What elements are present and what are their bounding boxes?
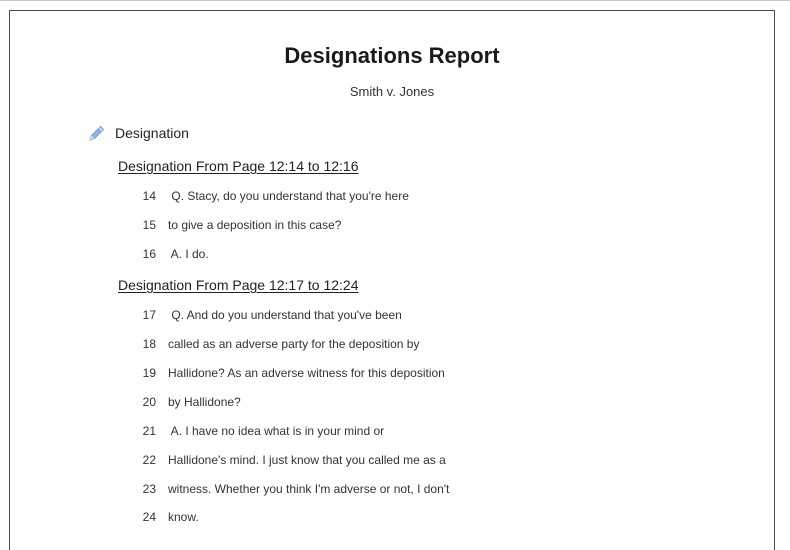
- line-number: 16: [142, 247, 156, 261]
- transcript-line: [140, 393, 241, 411]
- designation-section-header: [87, 123, 189, 143]
- line-number: 14: [142, 189, 156, 203]
- transcript-line: [140, 364, 445, 382]
- line-text: Q. And do you understand that you've been: [168, 308, 402, 322]
- transcript-line: [140, 245, 209, 263]
- report-title: Designations Report: [284, 43, 500, 68]
- line-number: 20: [142, 395, 156, 409]
- transcript-line: [140, 451, 446, 469]
- transcript-line: [140, 508, 199, 526]
- transcript-line: [140, 306, 402, 324]
- line-number: 19: [142, 366, 156, 380]
- line-number: 18: [142, 337, 156, 351]
- designation-heading: Designation From Page 12:14 to 12:16: [118, 158, 359, 174]
- line-number: 17: [142, 308, 156, 322]
- report-subtitle: Smith v. Jones: [349, 84, 435, 99]
- line-text: Hallidone's mind. I just know that you called me as a: [168, 453, 446, 467]
- line-text: know.: [168, 510, 199, 524]
- transcript-line: [140, 187, 409, 205]
- top-divider: [0, 0, 790, 1]
- line-text: Hallidone? As an adverse witness for this deposition: [168, 366, 445, 380]
- line-number: 15: [142, 218, 156, 232]
- line-text: Q. Stacy, do you understand that you're here: [168, 189, 409, 203]
- transcript-line: [140, 216, 341, 234]
- line-text: called as an adverse party for the deposition by: [168, 337, 420, 351]
- report-page: [9, 10, 775, 550]
- line-number: 22: [142, 453, 156, 467]
- line-number: 21: [142, 424, 156, 438]
- designation-heading: Designation From Page 12:17 to 12:24: [118, 277, 359, 293]
- line-text: A. I have no idea what is in your mind or: [168, 424, 385, 438]
- transcript-line: [140, 335, 419, 353]
- line-text: to give a deposition in this case?: [168, 218, 342, 232]
- line-text: witness. Whether you think I'm adverse or not, I don't: [168, 482, 450, 496]
- transcript-line: [140, 480, 449, 498]
- section-label: Designation: [115, 125, 189, 141]
- line-number: 24: [142, 510, 156, 524]
- line-text: A. I do.: [168, 247, 209, 261]
- pencil-icon[interactable]: [87, 123, 107, 143]
- line-number: 23: [142, 482, 156, 496]
- line-text: by Hallidone?: [168, 395, 241, 409]
- transcript-line: [140, 422, 384, 440]
